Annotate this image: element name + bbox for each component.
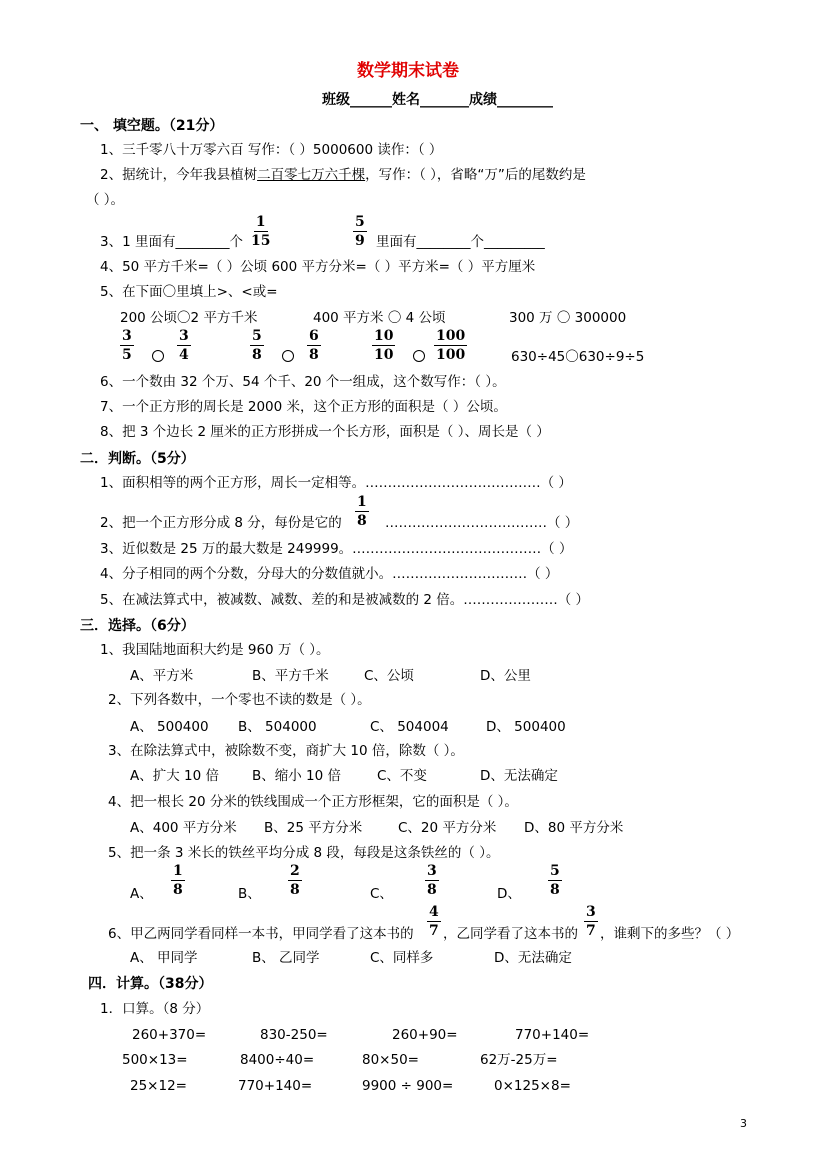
mental-math-heading: 1．口算。（8 分）: [100, 1001, 210, 1017]
fraction-4-7: [427, 905, 441, 938]
section-2-heading: 二．判断。（5分）: [80, 451, 195, 467]
choice-3: 3、在除法算式中，被除数不变，商扩大 10 倍，除数（ ）。: [108, 743, 464, 759]
calc-item: 830-250=: [260, 1027, 328, 1043]
section-3-heading: 三．选择。（6分）: [80, 618, 195, 634]
fraction-denominator: 7: [586, 923, 596, 939]
fraction-1-8: [355, 495, 369, 528]
question-1-2-underlined: 二百零七万六千棵: [257, 167, 366, 183]
fraction-3-7: [584, 905, 598, 938]
fraction-denominator: 4: [179, 347, 189, 363]
fraction-numerator: 3: [122, 328, 132, 344]
calc-item: 500×13=: [122, 1052, 188, 1068]
fraction-denominator: 8: [173, 882, 183, 898]
fraction-numerator: 6: [309, 328, 319, 344]
question-1-5: 5、在下面〇里填上>、<或=: [100, 284, 278, 300]
question-1-2-rest: ，写作：（ ），省略“万”后的尾数约是: [365, 167, 586, 183]
fraction-5-8: [250, 329, 264, 362]
section-4-heading: 四．计算。（38分）: [88, 976, 213, 992]
calc-item: 9900 ÷ 900=: [362, 1078, 454, 1094]
fraction-numerator: 5: [252, 328, 262, 344]
student-info-line: 班级______姓名_______成绩________: [322, 92, 553, 108]
calc-item: 260+370=: [132, 1027, 207, 1043]
judge-2-dots: ………………………………（ ）: [385, 515, 579, 531]
choice-6-middle: ，乙同学看了这本书的: [443, 926, 578, 942]
fraction-denominator: 5: [122, 347, 132, 363]
fraction-denominator: 8: [290, 882, 300, 898]
choice-4-option-a: A、400 平方分米: [130, 820, 237, 836]
question-1-7: 7、一个正方形的周长是 2000 米，这个正方形的面积是（ ）公顷。: [100, 399, 507, 415]
choice-2: 2、下列各数中，一个零也不读的数是（ ）。: [108, 692, 371, 708]
compare-3: 300 万 〇 300000: [509, 310, 627, 326]
fraction-numerator: 5: [550, 863, 560, 879]
choice-5-option-c: C、: [370, 886, 393, 902]
calc-item: 770+140=: [238, 1078, 313, 1094]
fraction-numerator: 1: [173, 863, 183, 879]
fraction-1-15: [251, 215, 270, 248]
choice-5-option-a: A、: [130, 886, 153, 902]
fraction-2-8: [288, 864, 302, 897]
choice-1: 1、我国陆地面积大约是 960 万（ ）。: [100, 642, 330, 658]
choice-3-option-a: A、扩大 10 倍: [130, 768, 219, 784]
compare-2: 400 平方米 〇 4 公顷: [313, 310, 446, 326]
calc-item: 80×50=: [362, 1052, 419, 1068]
page-number: 3: [740, 1117, 747, 1130]
fraction-numerator: 100: [436, 328, 466, 344]
choice-6-option-b: B、 乙同学: [252, 950, 320, 966]
choice-6-end: ，谁剩下的多些？（ ）: [600, 926, 740, 942]
judge-4: 4、分子相同的两个分数，分母大的分数值就小。…………………………（ ）: [100, 566, 559, 582]
fraction-1-8: [171, 864, 185, 897]
fraction-3-8: [425, 864, 439, 897]
compare-1: 200 公顷〇2 平方千米: [120, 310, 258, 326]
judge-3: 3、近似数是 25 万的最大数是 249999。……………………………………（ ）: [100, 541, 573, 557]
fraction-numerator: 2: [290, 863, 300, 879]
fraction-denominator: 10: [374, 347, 394, 363]
fraction-denominator: 15: [251, 233, 271, 249]
compare-circle: [282, 350, 294, 362]
choice-5-option-b: B、: [238, 886, 261, 902]
page-title: 数学期末试卷: [357, 61, 459, 81]
choice-2-option-a: A、 500400: [130, 719, 209, 735]
question-1-3-start: 3、1 里面有________个: [100, 234, 243, 250]
fraction-6-8: [307, 329, 321, 362]
fraction-denominator: 100: [436, 347, 466, 363]
calc-item: 770+140=: [515, 1027, 590, 1043]
choice-6-option-d: D、无法确定: [494, 950, 572, 966]
question-1-8: 8、把 3 个边长 2 厘米的正方形拼成一个长方形，面积是（ ）、周长是（ ）: [100, 424, 550, 440]
fraction-3-4: [177, 329, 191, 362]
choice-5-option-d: D、: [497, 886, 521, 902]
calc-item: 8400÷40=: [240, 1052, 315, 1068]
question-1-2-start: [100, 169, 586, 183]
question-1-6: 6、一个数由 32 个万、54 个千、20 个一组成，这个数写作：（ ）。: [100, 374, 506, 390]
compare-division: 630÷45〇630÷9÷5: [511, 349, 645, 365]
fraction-3-5: [120, 329, 134, 362]
fraction-numerator: 1: [255, 214, 266, 230]
judge-2-text: 2、把一个正方形分成 8 分，每份是它的: [100, 515, 342, 531]
choice-6-option-a: A、 甲同学: [130, 950, 198, 966]
choice-3-option-b: B、缩小 10 倍: [252, 768, 342, 784]
fraction-numerator: 1: [357, 494, 367, 510]
calc-item: 25×12=: [130, 1078, 187, 1094]
choice-4-option-c: C、20 平方分米: [398, 820, 497, 836]
fraction-numerator: 4: [429, 904, 439, 920]
choice-1-option-b: B、平方千米: [252, 668, 329, 684]
question-1-2-text: 2、据统计，今年我县植树: [100, 167, 258, 183]
choice-1-option-c: C、公顷: [364, 668, 414, 684]
fraction-numerator: 5: [355, 214, 365, 230]
question-1-2-answer: （ ）。: [86, 192, 125, 208]
fraction-numerator: 3: [427, 863, 437, 879]
calc-item: 0×125×8=: [494, 1078, 571, 1094]
question-1-4: 4、50 平方千米=（ ）公顷 600 平方分米=（ ）平方米=（ ）平方厘米: [100, 259, 536, 275]
judge-1: 1、面积相等的两个正方形，周长一定相等。…………………………………（ ）: [100, 475, 572, 491]
choice-1-option-d: D、公里: [480, 668, 531, 684]
choice-2-option-d: D、 500400: [486, 719, 566, 735]
compare-circle: [152, 350, 164, 362]
choice-6-option-c: C、同样多: [370, 950, 434, 966]
choice-2-option-b: B、 504000: [238, 719, 317, 735]
fraction-denominator: 8: [550, 882, 560, 898]
choice-6-text: 6、甲乙两同学看同样一本书，甲同学看了这本书的: [108, 926, 414, 942]
choice-1-option-a: A、平方米: [130, 668, 194, 684]
compare-circle: [413, 350, 425, 362]
question-1-1: 1、三千零八十万零六百 写作：（ ）5000600 读作：（ ）: [100, 142, 443, 158]
fraction-numerator: 3: [586, 904, 596, 920]
fraction-10-10: [372, 329, 395, 362]
question-1-3-end: 里面有________个_________: [376, 234, 545, 250]
choice-3-option-c: C、不变: [377, 768, 427, 784]
section-1-heading: 一、 填空题。（21分）: [80, 118, 224, 134]
fraction-numerator: 10: [374, 328, 394, 344]
choice-4: 4、把一根长 20 分米的铁线围成一个正方形框架，它的面积是（ ）。: [108, 794, 518, 810]
choice-4-option-d: D、80 平方分米: [524, 820, 624, 836]
choice-4-option-b: B、25 平方分米: [264, 820, 363, 836]
fraction-denominator: 8: [252, 347, 262, 363]
choice-5: 5、把一条 3 米长的铁丝平均分成 8 段，每段是这条铁丝的（ ）。: [108, 845, 500, 861]
fraction-100-100: [434, 329, 467, 362]
fraction-denominator: 9: [355, 233, 365, 249]
choice-2-option-c: C、 504004: [370, 719, 449, 735]
fraction-denominator: 7: [429, 923, 439, 939]
choice-3-option-d: D、无法确定: [480, 768, 558, 784]
fraction-denominator: 8: [427, 882, 437, 898]
fraction-denominator: 8: [357, 513, 367, 529]
fraction-numerator: 3: [179, 328, 189, 344]
fraction-denominator: 8: [309, 347, 319, 363]
calc-item: 260+90=: [392, 1027, 458, 1043]
judge-5: 5、在减法算式中，被减数、减数、差的和是被减数的 2 倍。…………………（ ）: [100, 592, 590, 608]
fraction-5-9: [353, 215, 367, 248]
calc-item: 62万-25万=: [480, 1052, 558, 1068]
fraction-5-8: [548, 864, 562, 897]
